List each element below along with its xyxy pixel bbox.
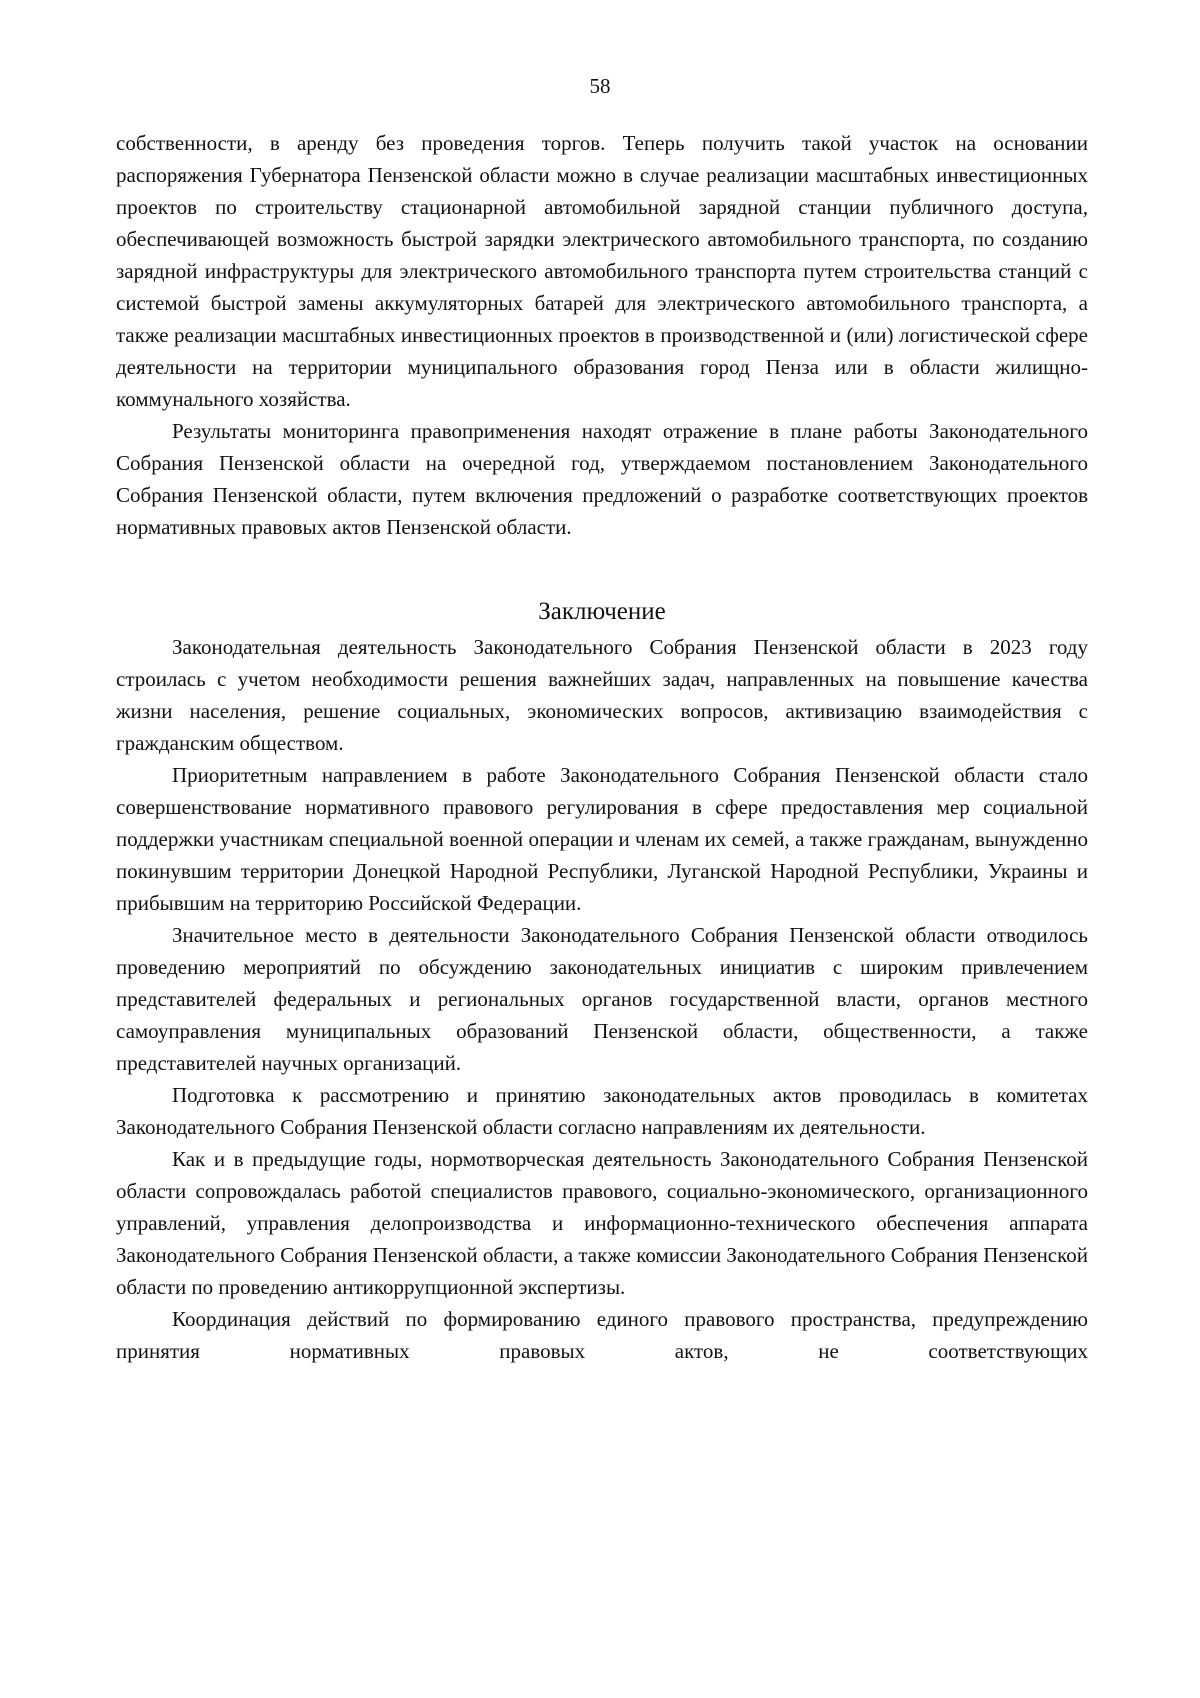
page-number: 58 xyxy=(589,74,611,98)
paragraph-conclusion-6: Координация действий по формированию единого правового пространства, предупреждению принятия нормативных правовых актов, не соответствующих xyxy=(116,1307,1088,1363)
paragraph-conclusion-2: Приоритетным направлением в работе Законодательного Собрания Пензенской области стало совершенствование нормативного правового регулирования в сфере предоставления мер социальной поддержки участникам специальной военной операции и членам их семей, а также гражданам, вынужденно покинувшим территории Донецкой Народной Республики, Луганской Народной Республики, Украины и прибывшим на территорию Российской Федерации. xyxy=(116,763,1088,915)
paragraph-monitoring-results: Результаты мониторинга правоприменения находят отражение в плане работы Законодательного Собрания Пензенской области на очередной год, утверждаемом постановлением Законодательного Собрания Пензенской области, путем включения предложений о разработке соответствующих проектов нормативных правовых актов Пензенской области. xyxy=(116,419,1088,539)
paragraph-conclusion-3: Значительное место в деятельности Законодательного Собрания Пензенской области отводилось проведению мероприятий по обсуждению законодательных инициатив с широким привлечением представителей федеральных и региональных органов государственной власти, органов местного самоуправления муниципальных образований Пензенской области, общественности, а также представителей научных организаций. xyxy=(116,923,1088,1075)
document-body xyxy=(116,127,1088,1367)
paragraph-conclusion-1: Законодательная деятельность Законодательного Собрания Пензенской области в 2023 году строилась с учетом необходимости решения важнейших задач, направленных на повышение качества жизни населения, решение социальных, экономических вопросов, активизацию взаимодействия с гражданским обществом. xyxy=(116,635,1088,755)
paragraph-conclusion-4: Подготовка к рассмотрению и принятию законодательных актов проводилась в комитетах Законодательного Собрания Пензенской области согласно направлениям их деятельности. xyxy=(116,1083,1088,1139)
section-title-conclusion: Заключение xyxy=(538,598,666,625)
paragraph-conclusion-5: Как и в предыдущие годы, нормотворческая деятельность Законодательного Собрания Пензенской области сопровождалась работой специалистов правового, социально-экономического, организационного управлений, управления делопроизводства и информационно-технического обеспечения аппарата Законодательного Собрания Пензенской области, а также комиссии Законодательного Собрания Пензенской области по проведению антикоррупционной экспертизы. xyxy=(116,1147,1088,1299)
paragraph-continuation: собственности, в аренду без проведения торгов. Теперь получить такой участок на основании распоряжения Губернатора Пензенской области можно в случае реализации масштабных инвестиционных проектов по строительству стационарной автомобильной зарядной станции публичного доступа, обеспечивающей возможность быстрой зарядки электрического автомобильного транспорта, по созданию зарядной инфраструктуры для электрического автомобильного транспорта путем строительства станций с системой быстрой замены аккумуляторных батарей для электрического автомобильного транспорта, а также реализации масштабных инвестиционных проектов в производственной и (или) логистической сфере деятельности на территории муниципального образования город Пенза или в области жилищно-коммунального хозяйства. xyxy=(116,131,1088,411)
